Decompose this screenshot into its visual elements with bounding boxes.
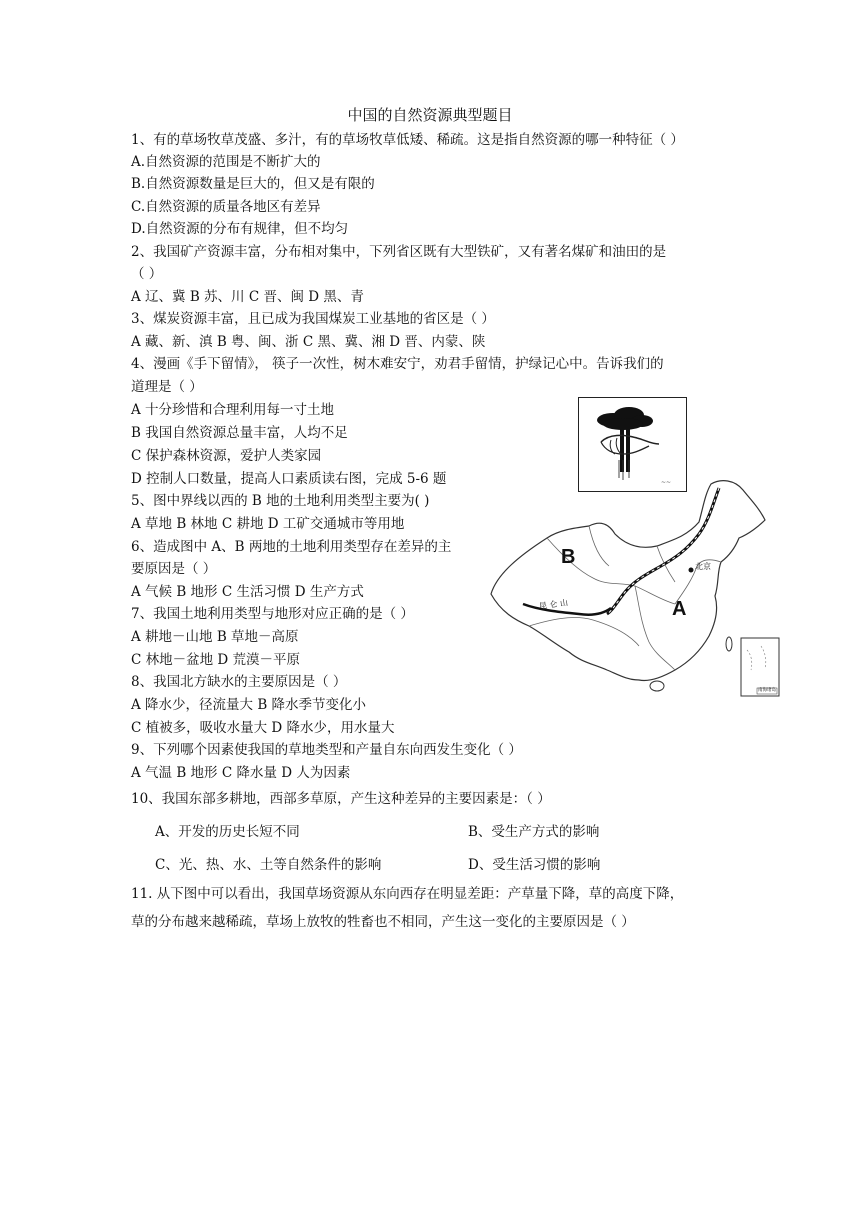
page-title: 中国的自然资源典型题目: [347, 106, 513, 124]
q2-options: A 辽、冀 B 苏、川 C 晋、闽 D 黑、青: [131, 289, 364, 305]
q4-option-c: C 保护森林资源，爱护人类家园: [131, 448, 322, 464]
question-1: 1、有的草场牧草茂盛、多汁，有的草场牧草低矮、稀疏。这是指自然资源的哪一种特征（ ）: [131, 132, 684, 148]
q10-option-a: A、开发的历史长短不同: [155, 824, 300, 840]
q10-option-b: B、受生产方式的影响: [468, 824, 600, 840]
question-9: 9、下列哪个因素使我国的草地类型和产量自东向西发生变化（ ）: [131, 742, 522, 758]
china-map: [489, 474, 782, 706]
q3-options: A 藏、新、滇 B 粤、闽、浙 C 黑、冀、湘 D 晋、内蒙、陕: [131, 334, 486, 350]
q7-options-1: A 耕地－山地 B 草地－高原: [131, 629, 299, 645]
q7-options-2: C 林地－盆地 D 荒漠－平原: [131, 652, 301, 668]
q10-option-d: D、受生活习惯的影响: [468, 857, 601, 873]
q1-option-c: C.自然资源的质量各地区有差异: [131, 199, 321, 215]
q4-option-b: B 我国自然资源总量丰富，人均不足: [131, 425, 348, 441]
q1-option-b: B.自然资源数量是巨大的，但又是有限的: [131, 176, 375, 192]
question-11-cont: 草的分布越来越稀疏，草场上放牧的牲畜也不相同，产生这一变化的主要原因是（ ）: [131, 914, 635, 930]
question-4-cont: 道理是（ ）: [131, 379, 203, 395]
q10-option-c: C、光、热、水、土等自然条件的影响: [155, 857, 382, 873]
q4-option-d: D 控制人口数量，提高人口素质读右图，完成 5-6 题: [131, 471, 447, 487]
map-label-mountain: 昆 仑 山: [538, 598, 569, 611]
question-2-cont: （ ）: [131, 266, 163, 282]
map-label-beijing: 北京: [695, 562, 711, 571]
question-3: 3、煤炭资源丰富，且已成为我国煤炭工业基地的省区是（ ）: [131, 311, 495, 327]
question-6-cont: 要原因是（ ）: [131, 561, 217, 577]
q1-option-a: A.自然资源的范围是不断扩大的: [131, 154, 321, 170]
question-11: 11. 从下图中可以看出，我国草场资源从东向西存在明显差距：产草量下降，草的高度下降，: [131, 886, 684, 902]
q6-options: A 气候 B 地形 C 生活习惯 D 生产方式: [131, 584, 364, 600]
question-5: 5、图中界线以西的 B 地的土地利用类型主要为( ): [131, 493, 430, 509]
q9-options: A 气温 B 地形 C 降水量 D 人为因素: [131, 765, 351, 781]
question-7: 7、我国土地利用类型与地形对应正确的是（ ）: [131, 606, 414, 622]
map-label-inset: 南海诸岛: [758, 688, 776, 693]
q1-option-d: D.自然资源的分布有规律，但不均匀: [131, 221, 349, 237]
question-10: 10、我国东部多耕地，西部多草原，产生这种差异的主要因素是：（ ）: [131, 791, 551, 807]
q8-options-2: C 植被多，吸收水量大 D 降水少，用水量大: [131, 720, 395, 736]
question-4: 4、漫画《手下留情》， 筷子一次性，树木难安宁，劝君手留情，护绿记心中。告诉我们的: [131, 356, 664, 372]
svg-text:~~: ~~: [661, 479, 672, 486]
map-label-b: B: [561, 546, 576, 568]
map-label-a: A: [672, 598, 687, 620]
question-8: 8、我国北方缺水的主要原因是（ ）: [131, 674, 347, 690]
question-2: 2、我国矿产资源丰富，分布相对集中，下列省区既有大型铁矿，又有著名煤矿和油田的是: [131, 244, 667, 260]
q5-options: A 草地 B 林地 C 耕地 D 工矿交通城市等用地: [131, 516, 405, 532]
q4-option-a: A 十分珍惜和合理利用每一寸土地: [131, 402, 335, 418]
question-6: 6、造成图中 A、B 两地的土地利用类型存在差异的主: [131, 539, 452, 555]
q8-options-1: A 降水少，径流量大 B 降水季节变化小: [131, 697, 367, 713]
